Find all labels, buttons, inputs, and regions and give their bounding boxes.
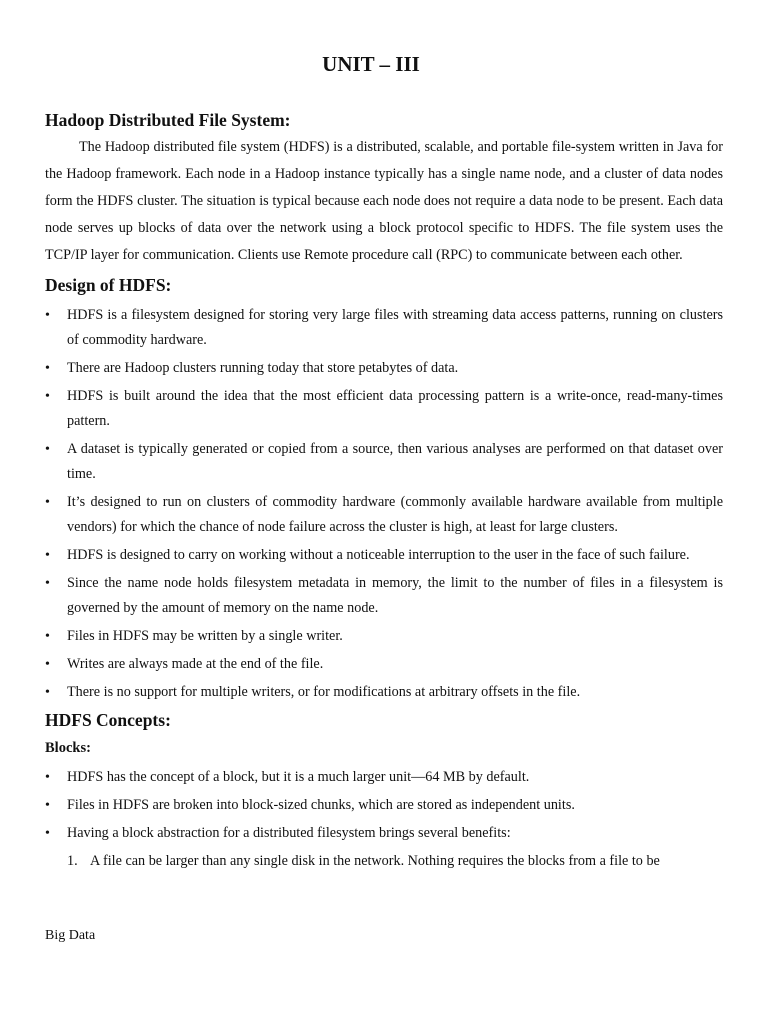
design-heading: Design of HDFS: (45, 275, 172, 295)
page-footer: Big Data (45, 928, 96, 943)
bullet-icon: • (45, 576, 50, 591)
list-item (45, 793, 723, 818)
list-item (45, 624, 723, 649)
bullet-icon: • (45, 798, 50, 813)
list-item-text: Having a block abstraction for a distributed filesystem brings several benefits: (67, 825, 511, 841)
list-item-text: A dataset is typically generated or copied from a source, then various analyses are performed on that dataset over time. (67, 441, 723, 482)
concepts-heading: HDFS Concepts: (45, 710, 171, 730)
list-item (45, 821, 723, 846)
list-item (45, 437, 723, 487)
bullet-icon: • (45, 548, 50, 563)
list-item-text: There is no support for multiple writers, or for modifications at arbitrary offsets in the file. (67, 684, 581, 700)
bullet-icon: • (45, 308, 50, 323)
list-item (45, 571, 723, 621)
list-item-text: Since the name node holds filesystem metadata in memory, the limit to the number of files in a filesystem is governed by the amount of memory on the name node. (67, 575, 723, 616)
list-item (45, 543, 723, 568)
numbered-item-text: A file can be larger than any single disk in the network. Nothing requires the blocks from a file to be (90, 853, 660, 869)
list-item (45, 490, 723, 540)
blocks-bullet-list (45, 765, 723, 846)
bullet-icon: • (45, 657, 50, 672)
list-item-text: Files in HDFS may be written by a single writer. (67, 628, 343, 644)
blocks-subheading: Blocks: (45, 740, 91, 756)
list-item-text: HDFS has the concept of a block, but it is a much larger unit—64 MB by default. (67, 769, 530, 785)
list-item (45, 680, 723, 705)
list-item-text: HDFS is designed to carry on working without a noticeable interruption to the user in the face of such failure. (67, 547, 690, 563)
list-item-text: Files in HDFS are broken into block-sized chunks, which are stored as independent units. (67, 797, 575, 813)
hdfs-heading: Hadoop Distributed File System: (45, 110, 291, 130)
list-item (45, 303, 723, 353)
list-item (45, 652, 723, 677)
item-number: 1. (67, 853, 78, 869)
bullet-icon: • (45, 685, 50, 700)
design-bullet-list (45, 303, 723, 705)
bullet-icon: • (45, 826, 50, 841)
numbered-item (45, 849, 723, 874)
list-item (45, 384, 723, 434)
list-item-text: Writes are always made at the end of the file. (67, 656, 324, 672)
page-title: UNIT – III (322, 52, 420, 76)
list-item (45, 356, 723, 381)
list-item-text: HDFS is a filesystem designed for storing very large files with streaming data access patterns, running on clusters of commodity hardware. (67, 307, 723, 348)
list-item (45, 765, 723, 790)
list-item-text: HDFS is built around the idea that the most efficient data processing pattern is a write-once, read-many-times pattern. (67, 388, 723, 429)
bullet-icon: • (45, 770, 50, 785)
document-body (45, 108, 723, 874)
list-item-text: There are Hadoop clusters running today that store petabytes of data. (67, 360, 459, 376)
bullet-icon: • (45, 389, 50, 404)
bullet-icon: • (45, 495, 50, 510)
list-item-text: It’s designed to run on clusters of commodity hardware (commonly available hardware available from multiple vendors) for which the chance of node failure across the cluster is high, at least for large clusters. (67, 494, 723, 535)
bullet-icon: • (45, 361, 50, 376)
bullet-icon: • (45, 629, 50, 644)
benefits-numbered-list (45, 849, 723, 874)
hdfs-paragraph: The Hadoop distributed file system (HDFS) is a distributed, scalable, and portable file-system written in Java for the Hadoop framework. Each node in a Hadoop instance typically has a single name node, and a cluster of data nodes form the HDFS cluster. The situation is typical because each node does not require a data node to be present. Each data node serves up blocks of data over the network using a block protocol specific to HDFS. The file system uses the TCP/IP layer for communication. Clients use Remote procedure call (RPC) to communicate between each other. (45, 139, 723, 263)
bullet-icon: • (45, 442, 50, 457)
